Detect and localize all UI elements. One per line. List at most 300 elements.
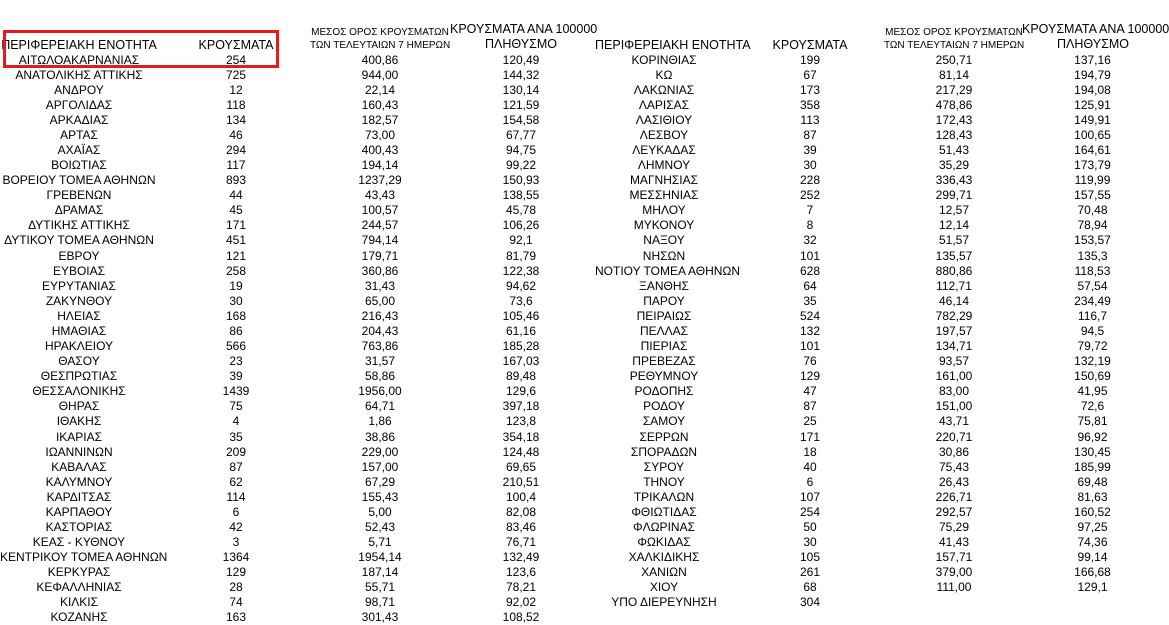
region-name: ΔΥΤΙΚΗΣ ΑΤΤΙΚΗΣ: [28, 218, 130, 233]
region-name: ΙΘΑΚΗΣ: [56, 414, 102, 429]
region-name: ΡΟΔΟΥ: [643, 399, 685, 414]
table-row: [0, 369, 1169, 384]
table-row: [0, 264, 1169, 279]
left-header-region: ΠΕΡΙΦΕΡΕΙΑΚΗ ΕΝΟΤΗΤΑ: [1, 38, 157, 52]
region-name: ΝΑΞΟΥ: [643, 233, 685, 248]
region-name: ΜΑΓΝΗΣΙΑΣ: [629, 173, 699, 188]
table-row: [0, 128, 1169, 143]
region-name: ΧΑΛΚΙΔΙΚΗΣ: [628, 550, 700, 565]
cases-cell: 19: [229, 278, 243, 293]
region-name: ΣΠΟΡΑΔΩΝ: [630, 444, 698, 459]
cases-cell: 171: [225, 218, 247, 233]
table-row: [0, 218, 1169, 233]
cases-cell: 114: [226, 489, 246, 504]
cases-cell: 258: [225, 263, 247, 278]
seven-day-avg-cell: 179,71: [361, 248, 399, 263]
seven-day-avg-cell: 216,43: [361, 308, 399, 323]
cases-cell: 30: [803, 535, 817, 550]
per-100k-cell: 129,1: [1077, 580, 1108, 595]
region-name: ΣΥΡΟΥ: [643, 459, 685, 474]
region-name: ΥΠΟ ΔΙΕΡΕΥΝΗΣΗ: [611, 595, 717, 610]
table-row: [0, 309, 1169, 324]
seven-day-avg-cell: 220,71: [935, 429, 973, 444]
seven-day-avg-cell: 187,14: [361, 565, 399, 580]
seven-day-avg-cell: 400,43: [361, 142, 399, 157]
seven-day-avg-cell: 30,86: [938, 444, 970, 459]
per-100k-cell: 92,1: [509, 233, 533, 248]
per-100k-cell: 164,61: [1074, 142, 1111, 157]
table-row: [0, 83, 1169, 98]
table-row: [0, 203, 1169, 218]
per-100k-cell: 137,16: [1074, 52, 1111, 67]
per-100k-cell: 97,25: [1077, 519, 1108, 534]
cases-cell: 87: [803, 399, 817, 414]
seven-day-avg-cell: 64,71: [364, 399, 396, 414]
cases-cell: 6: [232, 504, 240, 519]
right-header-avg-line2: ΤΩΝ ΤΕΛΕΥΤΑΙΩΝ 7 ΗΜΕΡΩΝ: [884, 40, 1025, 51]
seven-day-avg-cell: 244,57: [361, 218, 399, 233]
cases-cell: 101: [799, 339, 821, 354]
right-header-region: ΠΕΡΙΦΕΡΕΙΑΚΗ ΕΝΟΤΗΤΑ: [595, 38, 751, 52]
cases-cell: 261: [799, 565, 821, 580]
per-100k-cell: 78,94: [1077, 218, 1108, 233]
seven-day-avg-cell: 134,71: [935, 339, 973, 354]
seven-day-avg-cell: 51,57: [938, 233, 970, 248]
per-100k-cell: 120,49: [502, 52, 540, 67]
per-100k-cell: 119,99: [1074, 173, 1111, 188]
region-name: ΗΜΑΘΙΑΣ: [51, 323, 107, 338]
seven-day-avg-cell: 12,14: [938, 218, 970, 233]
seven-day-avg-cell: 197,57: [935, 323, 973, 338]
region-name: ΚΕΡΚΥΡΑΣ: [47, 565, 111, 580]
seven-day-avg-cell: 31,57: [364, 354, 396, 369]
seven-day-avg-cell: 226,71: [935, 489, 973, 504]
cases-cell: 87: [803, 127, 817, 142]
per-100k-cell: 81,79: [505, 248, 537, 263]
region-name: ΕΒΡΟΥ: [58, 248, 100, 263]
per-100k-cell: 167,03: [502, 354, 540, 369]
seven-day-avg-cell: 111,00: [936, 580, 972, 595]
per-100k-cell: 150,69: [1074, 369, 1111, 384]
region-name: ΑΙΤΩΛΟΑΚΑΡΝΑΝΙΑΣ: [18, 52, 140, 67]
cases-cell: 30: [803, 158, 817, 173]
table-row: [0, 279, 1169, 294]
cases-cell: 168: [225, 308, 247, 323]
table-row: [0, 53, 1169, 68]
table-row: [0, 113, 1169, 128]
per-100k-cell: 94,75: [505, 142, 537, 157]
per-100k-cell: 92,02: [505, 595, 537, 610]
per-100k-cell: 96,92: [1077, 429, 1108, 444]
per-100k-cell: 160,52: [1074, 504, 1111, 519]
table-row: [0, 98, 1169, 113]
region-name: ΙΩΑΝΝΙΝΩΝ: [45, 444, 113, 459]
cases-cell: 12: [229, 82, 243, 97]
per-100k-cell: [1030, 595, 1155, 610]
region-name: ΑΝΔΡΟΥ: [54, 82, 104, 97]
seven-day-avg-cell: 360,86: [361, 263, 399, 278]
region-name: ΜΥΚΟΝΟΥ: [633, 218, 695, 233]
cases-cell: 129: [225, 565, 247, 580]
cases-cell: 173: [799, 82, 821, 97]
cases-cell: 134: [225, 112, 247, 127]
cases-cell: 628: [799, 263, 821, 278]
seven-day-avg-cell: 81,14: [938, 67, 970, 82]
cases-cell: 171: [799, 429, 821, 444]
seven-day-avg-cell: 172,43: [935, 112, 973, 127]
seven-day-avg-cell: 182,57: [361, 112, 399, 127]
cases-cell: 32: [803, 233, 817, 248]
region-name: ΛΕΥΚΑΔΑΣ: [632, 142, 696, 157]
table-row: [0, 339, 1169, 354]
seven-day-avg-cell: 299,71: [935, 188, 973, 203]
seven-day-avg-cell: 204,43: [361, 323, 399, 338]
cases-cell: 67: [803, 67, 817, 82]
per-100k-cell: 144,32: [502, 67, 540, 82]
region-name: ΑΧΑΪΑΣ: [57, 142, 101, 157]
table-row: [0, 430, 1169, 445]
cases-cell: 7: [806, 203, 814, 218]
cases-cell: 129: [799, 369, 821, 384]
region-name: ΚΑΛΥΜΝΟΥ: [45, 474, 113, 489]
region-name: ΓΡΕΒΕΝΩΝ: [46, 188, 112, 203]
region-name: ΠΕΛΛΑΣ: [639, 323, 689, 338]
right-header-per-line1: ΚΡΟΥΣΜΑΤΑ ΑΝΑ 100000: [1022, 22, 1169, 36]
per-100k-cell: 123,8: [505, 414, 537, 429]
cases-cell: 524: [799, 308, 821, 323]
region-name: ΘΕΣΣΑΛΟΝΙΚΗΣ: [32, 384, 126, 399]
per-100k-cell: 234,49: [1074, 293, 1111, 308]
table-row: [0, 580, 1169, 595]
per-100k-cell: 79,72: [1077, 339, 1108, 354]
cases-cell: 64: [803, 278, 817, 293]
per-100k-cell: 100,65: [1074, 127, 1111, 142]
cases-cell: 23: [229, 354, 243, 369]
region-name: ΛΑΣΙΘΙΟΥ: [635, 112, 693, 127]
region-name: ΦΩΚΙΔΑΣ: [637, 535, 691, 550]
region-name: ΦΘΙΩΤΙΔΑΣ: [631, 504, 697, 519]
per-100k-cell: 94,5: [1080, 323, 1105, 338]
table-row: [0, 520, 1169, 535]
per-100k-cell: 153,57: [1074, 233, 1111, 248]
seven-day-avg-cell: 478,86: [935, 97, 973, 112]
seven-day-avg-cell: 782,29: [935, 308, 973, 323]
table-row: [0, 550, 1169, 565]
cases-cell: 87: [229, 459, 243, 474]
table-row: [0, 399, 1169, 414]
region-name: ΑΡΓΟΛΙΔΑΣ: [45, 97, 113, 112]
region-name: ΚΟΖΑΝΗΣ: [50, 610, 108, 625]
table-row: [0, 384, 1169, 399]
cases-cell: 209: [225, 444, 247, 459]
seven-day-avg-cell: 217,29: [935, 82, 973, 97]
cases-cell: 121: [225, 248, 247, 263]
region-name: ΚΑΒΑΛΑΣ: [51, 459, 107, 474]
per-100k-cell: 135,3: [1077, 248, 1108, 263]
per-100k-cell: 94,62: [505, 278, 537, 293]
seven-day-avg-cell: 1956,00: [358, 384, 402, 399]
region-name: ΠΕΙΡΑΙΩΣ: [636, 308, 692, 323]
region-name: ΝΟΤΙΟΥ ΤΟΜΕΑ ΑΘΗΝΩΝ: [595, 263, 741, 278]
per-100k-cell: 123,6: [505, 565, 537, 580]
per-100k-cell: 83,46: [505, 519, 537, 534]
seven-day-avg-cell: 67,29: [364, 474, 396, 489]
cases-cell: 39: [229, 369, 243, 384]
cases-cell: 39: [803, 142, 817, 157]
region-name: ΣΕΡΡΩΝ: [639, 429, 689, 444]
table-row: [0, 158, 1169, 173]
cases-cell: 47: [803, 384, 817, 399]
seven-day-avg-cell: 944,00: [361, 67, 399, 82]
region-name: ΜΗΛΟΥ: [642, 203, 686, 218]
table-row: [0, 490, 1169, 505]
region-name: ΕΥΒΟΙΑΣ: [52, 263, 106, 278]
region-name: ΕΥΡΥΤΑΝΙΑΣ: [42, 278, 116, 293]
cases-cell: 76: [803, 354, 817, 369]
per-100k-cell: 354,18: [502, 429, 540, 444]
per-100k-cell: 157,55: [1074, 188, 1111, 203]
per-100k-cell: 99,22: [505, 158, 537, 173]
region-name: ΦΛΩΡΙΝΑΣ: [633, 519, 695, 534]
cases-cell: 40: [803, 459, 817, 474]
cases-cell: 62: [229, 474, 243, 489]
seven-day-avg-cell: 1954,14: [358, 550, 402, 565]
region-name: ΠΡΕΒΕΖΑΣ: [632, 354, 696, 369]
table-row: [0, 354, 1169, 369]
per-100k-cell: 130,14: [502, 82, 540, 97]
cases-cell: 294: [225, 142, 247, 157]
seven-day-avg-cell: [893, 595, 1015, 610]
region-name: ΧΑΝΙΩΝ: [641, 565, 687, 580]
per-100k-cell: 74,36: [1077, 535, 1108, 550]
per-100k-cell: 105,46: [502, 308, 540, 323]
table-row: [0, 143, 1169, 158]
per-100k-cell: 150,93: [502, 173, 540, 188]
seven-day-avg-cell: 65,00: [364, 293, 396, 308]
table-row: [0, 188, 1169, 203]
region-name: ΗΛΕΙΑΣ: [57, 308, 101, 323]
per-100k-cell: 130,45: [1074, 444, 1111, 459]
seven-day-avg-cell: 43,43: [364, 188, 396, 203]
cases-cell: 254: [799, 504, 821, 519]
seven-day-avg-cell: 880,86: [935, 263, 973, 278]
table-row: [0, 249, 1169, 264]
seven-day-avg-cell: 794,14: [361, 233, 399, 248]
table-row: [0, 294, 1169, 309]
cases-cell: 68: [803, 580, 817, 595]
per-100k-cell: 129,6: [505, 384, 537, 399]
table-row: [0, 68, 1169, 83]
per-100k-cell: 149,91: [1074, 112, 1111, 127]
seven-day-avg-cell: 100,57: [361, 203, 399, 218]
per-100k-cell: 173,79: [1074, 158, 1111, 173]
seven-day-avg-cell: 58,86: [364, 369, 396, 384]
per-100k-cell: 210,51: [502, 474, 540, 489]
region-name: ΠΙΕΡΙΑΣ: [640, 339, 688, 354]
cases-cell: 50: [803, 519, 817, 534]
region-name: ΛΑΡΙΣΑΣ: [638, 97, 690, 112]
cases-cell: 25: [803, 414, 817, 429]
right-header-cases: ΚΡΟΥΣΜΑΤΑ: [772, 38, 848, 52]
per-100k-cell: 75,81: [1077, 414, 1108, 429]
cases-cell: 46: [229, 127, 243, 142]
per-100k-cell: 125,91: [1074, 97, 1111, 112]
seven-day-avg-cell: 12,57: [938, 203, 970, 218]
per-100k-cell: 45,78: [505, 203, 537, 218]
table-row: [0, 460, 1169, 475]
cases-cell: 893: [225, 173, 247, 188]
region-name: ΡΕΘΥΜΝΟΥ: [629, 369, 699, 384]
seven-day-avg-cell: 157,00: [361, 459, 399, 474]
cases-cell: 86: [229, 323, 243, 338]
region-name: ΚΩ: [655, 67, 673, 82]
region-name: ΔΥΤΙΚΟΥ ΤΟΜΕΑ ΑΘΗΝΩΝ: [4, 233, 154, 248]
per-100k-cell: 69,48: [1077, 474, 1108, 489]
region-name: ΝΗΣΩΝ: [642, 248, 686, 263]
per-100k-cell: 124,48: [502, 444, 540, 459]
per-100k-cell: 106,26: [502, 218, 540, 233]
seven-day-avg-cell: 301,43: [361, 610, 399, 625]
region-name: ΧΙΟΥ: [649, 580, 679, 595]
region-name: ΔΡΑΜΑΣ: [54, 203, 104, 218]
region-name: ΗΡΑΚΛΕΙΟΥ: [44, 339, 114, 354]
left-header-per-line1: ΚΡΟΥΣΜΑΤΑ ΑΝΑ 100000: [450, 22, 598, 36]
region-name: ΚΕΑΣ - ΚΥΘΝΟΥ: [32, 535, 126, 550]
cases-cell: 101: [799, 248, 821, 263]
per-100k-cell: 194,79: [1074, 67, 1111, 82]
table-row: [0, 233, 1169, 248]
per-100k-cell: 166,68: [1074, 565, 1111, 580]
seven-day-avg-cell: 83,00: [938, 384, 970, 399]
seven-day-avg-cell: 157,71: [935, 550, 973, 565]
per-100k-cell: 61,16: [505, 323, 537, 338]
per-100k-cell: 121,59: [502, 97, 540, 112]
seven-day-avg-cell: 51,43: [938, 142, 970, 157]
region-name: ΛΕΣΒΟΥ: [639, 127, 689, 142]
table-row: [0, 173, 1169, 188]
cases-cell: 18: [803, 444, 817, 459]
seven-day-avg-cell: 112,71: [936, 278, 972, 293]
table-row: [0, 610, 1169, 625]
per-100k-cell: 73,6: [509, 293, 533, 308]
region-name: ΞΑΝΘΗΣ: [639, 278, 689, 293]
per-100k-cell: 89,48: [505, 369, 537, 384]
seven-day-avg-cell: 194,14: [361, 158, 399, 173]
per-100k-cell: 397,18: [502, 399, 540, 414]
seven-day-avg-cell: 400,86: [361, 52, 399, 67]
seven-day-avg-cell: 161,00: [935, 369, 973, 384]
region-name: ΚΙΛΚΙΣ: [59, 595, 99, 610]
region-name: ΒΟΙΩΤΙΑΣ: [51, 158, 107, 173]
per-100k-cell: 82,08: [505, 504, 537, 519]
region-name: ΘΕΣΠΡΩΤΙΑΣ: [40, 369, 118, 384]
seven-day-avg-cell: 93,57: [938, 354, 970, 369]
region-name: ΙΚΑΡΙΑΣ: [55, 429, 103, 444]
seven-day-avg-cell: 43,71: [938, 414, 970, 429]
seven-day-avg-cell: 26,43: [938, 474, 970, 489]
per-100k-cell: 116,7: [1077, 308, 1108, 323]
cases-cell: 105: [799, 550, 821, 565]
seven-day-avg-cell: 336,43: [935, 173, 973, 188]
seven-day-avg-cell: 52,43: [364, 519, 396, 534]
seven-day-avg-cell: 31,43: [364, 278, 396, 293]
per-100k-cell: 41,95: [1077, 384, 1108, 399]
table-row: [0, 595, 1169, 610]
region-name: ΛΗΜΝΟΥ: [637, 158, 691, 173]
seven-day-avg-cell: 379,00: [935, 565, 973, 580]
region-name: ΛΑΚΩΝΙΑΣ: [633, 82, 695, 97]
cases-cell: 1364: [222, 550, 250, 565]
table-row: [0, 445, 1169, 460]
seven-day-avg-cell: 128,43: [935, 127, 973, 142]
cases-cell: 30: [229, 293, 243, 308]
per-100k-cell: 132,49: [502, 550, 540, 565]
per-100k-cell: 67,77: [505, 127, 537, 142]
seven-day-avg-cell: 160,43: [361, 97, 399, 112]
region-name: ΤΗΝΟΥ: [643, 474, 685, 489]
cases-cell: 117: [226, 158, 246, 173]
seven-day-avg-cell: 46,14: [938, 293, 970, 308]
per-100k-cell: 118,53: [1074, 263, 1111, 278]
seven-day-avg-cell: 5,00: [368, 504, 392, 519]
seven-day-avg-cell: 75,43: [938, 459, 970, 474]
cases-cell: 74: [229, 595, 243, 610]
right-header-avg-line1: ΜΕΣΟΣ ΟΡΟΣ ΚΡΟΥΣΜΑΤΩΝ: [885, 27, 1023, 38]
cases-cell: 1439: [222, 384, 250, 399]
per-100k-cell: 69,65: [505, 459, 537, 474]
per-100k-cell: 57,54: [1077, 278, 1108, 293]
region-name: ΡΟΔΟΠΗΣ: [634, 384, 694, 399]
table-row: [0, 505, 1169, 520]
region-name: ΘΗΡΑΣ: [58, 399, 100, 414]
table-row: [0, 324, 1169, 339]
region-name: ΚΕΦΑΛΛΗΝΙΑΣ: [36, 580, 122, 595]
left-header-avg-line2: ΤΩΝ ΤΕΛΕΥΤΑΙΩΝ 7 ΗΜΕΡΩΝ: [310, 40, 451, 51]
region-name: ΚΕΝΤΡΙΚΟΥ ΤΟΜΕΑ ΑΘΗΝΩΝ: [0, 550, 168, 565]
seven-day-avg-cell: 1,86: [368, 414, 392, 429]
per-100k-cell: 78,21: [505, 580, 537, 595]
per-100k-cell: 72,6: [1080, 399, 1105, 414]
left-header-per-line2: ΠΛΗΘΥΣΜΟ: [485, 37, 557, 51]
table-row: [0, 475, 1169, 490]
region-name: ΘΑΣΟΥ: [58, 354, 100, 369]
cases-cell: 35: [803, 293, 817, 308]
right-header-per-line2: ΠΛΗΘΥΣΜΟ: [1057, 37, 1129, 51]
region-name: ΑΡΤΑΣ: [60, 127, 98, 142]
seven-day-avg-cell: 75,29: [938, 519, 970, 534]
cases-cell: 252: [799, 188, 821, 203]
per-100k-cell: 99,14: [1077, 550, 1108, 565]
cases-cell: 113: [800, 112, 820, 127]
seven-day-avg-cell: 229,00: [361, 444, 399, 459]
seven-day-avg-cell: 5,71: [368, 535, 392, 550]
per-100k-cell: 108,52: [502, 610, 540, 625]
seven-day-avg-cell: 135,57: [935, 248, 973, 263]
seven-day-avg-cell: 763,86: [361, 339, 399, 354]
cases-cell: 4: [232, 414, 240, 429]
cases-cell: 163: [225, 610, 247, 625]
cases-cell: 107: [799, 489, 821, 504]
region-name: ΚΑΡΠΑΘΟΥ: [45, 504, 113, 519]
region-name: ΣΑΜΟΥ: [642, 414, 686, 429]
cases-cell: 45: [229, 203, 243, 218]
per-100k-cell: 185,99: [1074, 459, 1111, 474]
cases-cell: 28: [229, 580, 243, 595]
cases-cell: 8: [806, 218, 814, 233]
cases-cell: 228: [799, 173, 821, 188]
seven-day-avg-cell: 73,00: [364, 127, 396, 142]
seven-day-avg-cell: 35,29: [938, 158, 970, 173]
